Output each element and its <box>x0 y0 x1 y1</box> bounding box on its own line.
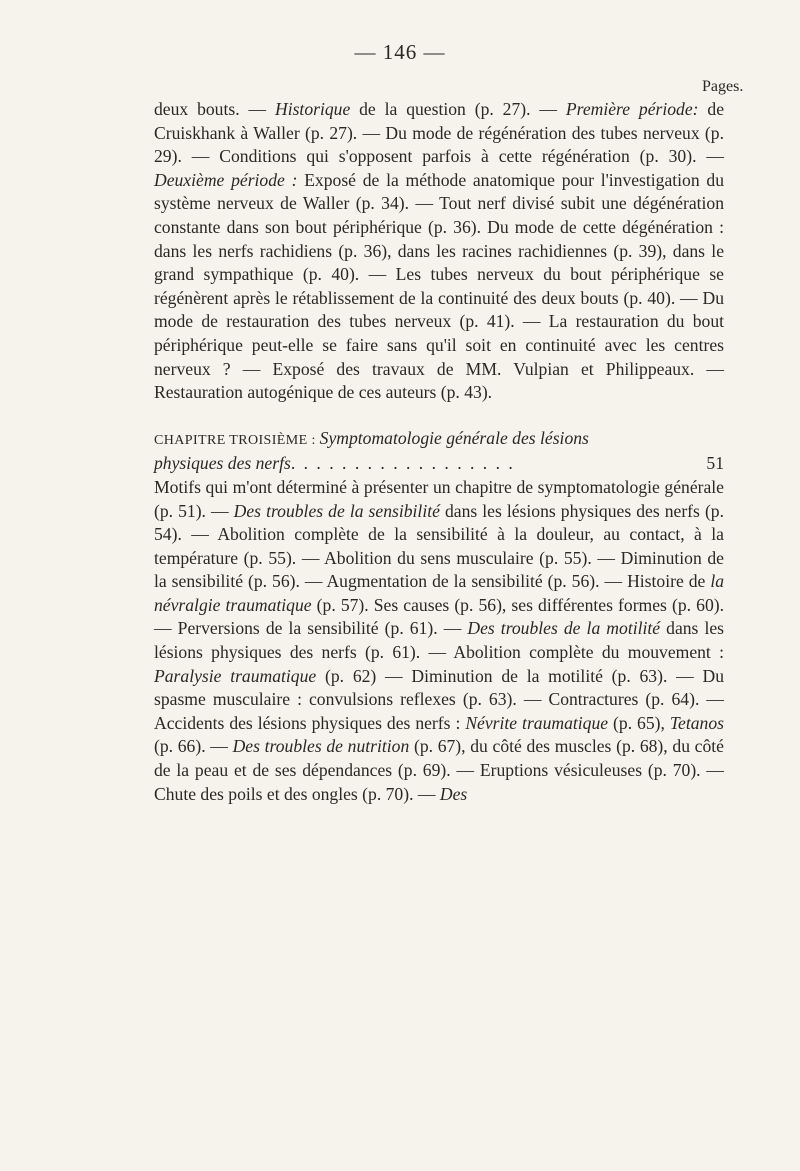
italic-run: Tetanos <box>669 712 724 733</box>
italic-run: Des <box>439 783 468 804</box>
text-run: (p. 57). Ses causes (p. 56), ses différentes formes (p. 60). — Perversions de la sensibilité (p. 61). — <box>154 594 724 639</box>
text-run: Motifs qui m'ont déterminé à présenter un chapitre de symptomatologie générale (p. 51). — <box>154 476 724 521</box>
text-run: de Cruiskhank à Waller (p. 27). — Du mode de régénération des tubes nerveux (p. 29). — Conditions qui s'opposent parfois à cette régénération (p. 30). — <box>154 99 725 167</box>
text-run: (p. 66). — <box>154 736 233 757</box>
text-run: de la question (p. 27). — <box>350 99 566 119</box>
paragraph-historique <box>154 98 724 405</box>
text-run: dans les lésions physiques des nerfs (p. 54). — Abolition complète de la sensibilité à la douleur, au contact, à la température (p. 55). — Abolition du sens musculaire (p. 55). — Diminution de la sensibilité (p. 56). — Augmentation de la sensibilité (p. 56). — Histoire de <box>154 500 724 592</box>
italic-run: Des troubles de nutrition <box>232 736 410 757</box>
italic-run: Première période: <box>565 99 699 119</box>
chapter-title-row <box>154 452 724 476</box>
page-number: — 146 — <box>354 40 446 64</box>
italic-run: Des troubles de la motilité <box>467 618 661 639</box>
italic-run: Historique <box>274 99 351 119</box>
italic-run: la névralgie traumatique <box>154 571 724 615</box>
chapter-page-ref: 51 <box>706 453 724 474</box>
paragraph-symptomatologie <box>154 476 724 806</box>
chapter-title-line1: Symptomatologie générale des lésions <box>319 427 589 448</box>
chapter-number: CHAPITRE TROISIÈME : <box>154 432 320 448</box>
leader-dots: . . . . . . . . . . . . . . . . . . <box>290 453 515 474</box>
text-run: deux bouts. — <box>154 99 275 119</box>
text-run: dans les lésions physiques des nerfs (p. 61). — Abolition complète du mouvement : <box>154 618 725 663</box>
text-run: (p. 65), <box>608 712 670 733</box>
table-of-contents-text <box>154 98 724 806</box>
pages-column-label: Pages. <box>702 78 744 95</box>
italic-run: Deuxième période : <box>154 169 298 190</box>
chapter-heading <box>154 427 724 453</box>
chapter-title-line2: physiques des nerfs <box>154 453 291 474</box>
text-run: (p. 67), du côté des muscles (p. 68), du côté de la peau et de ses dépendances (p. 69). — Eruptions vésiculeuses (p. 70). — Chute des poils et des ongles (p. 70). — <box>154 736 724 804</box>
italic-run: Paralysie traumatique <box>154 665 317 686</box>
italic-run: Des troubles de la sensibilité <box>233 500 440 521</box>
italic-run: Névrite traumatique <box>465 712 609 733</box>
text-run: (p. 62) — Diminution de la motilité (p. 63). — Du spasme musculaire : convulsions reflexes (p. 63). — Contractures (p. 64). — Accidents des lésions physiques des nerfs : <box>154 665 724 733</box>
text-run: Exposé de la méthode anatomique pour l'investigation du système nerveux de Waller (p. 34). — Tout nerf divisé subit une dégénération constante dans son bout périphérique (p. 36). Du mode de cette dégénération : dans les nerfs rachidiens (p. 36), dans les racines rachidiennes (p. 39), dans le grand sympathique (p. 40). — Les tubes nerveux du bout périphérique se régénèrent après le rétablissement de la continuité des deux bouts (p. 40). — Du mode de restauration des tubes nerveux (p. 41). — La restauration du bout périphérique peut-elle se faire sans qu'il soit en continuité avec les centres nerveux ? — Exposé des travaux de MM. Vulpian et Philippeaux. — Restauration autogénique de ces auteurs (p. 43). <box>154 169 724 403</box>
